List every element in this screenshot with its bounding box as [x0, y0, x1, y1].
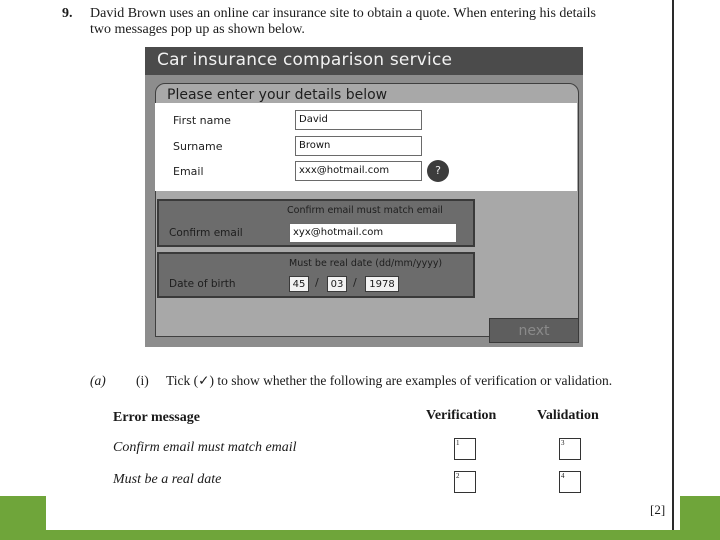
row-2-verification-box[interactable] [454, 471, 476, 493]
question-number: 9. [62, 6, 73, 21]
subpart-number: (i) [136, 373, 149, 388]
box-number: 4 [561, 472, 565, 480]
first-name-label: First name [173, 114, 231, 127]
header-validation: Validation [537, 408, 599, 423]
row-1-verification-box[interactable] [454, 438, 476, 460]
box-number: 1 [456, 439, 460, 447]
green-slide-border-left [0, 496, 46, 530]
row-2-validation-box[interactable] [559, 471, 581, 493]
header-error-message: Error message [113, 410, 200, 425]
page-border-line [672, 0, 674, 530]
dob-month-input[interactable]: 03 [327, 276, 347, 292]
green-slide-border-bottom [0, 530, 720, 540]
row-1-message: Confirm email must match email [113, 440, 297, 455]
part-instruction: Tick (✓) to show whether the following are examples of verification or validation. [166, 373, 613, 388]
dob-day-input[interactable]: 45 [289, 276, 309, 292]
question-text-line-1: David Brown uses an online car insurance site to obtain a quote. When entering his details [90, 6, 596, 21]
email-input[interactable]: xxx@hotmail.com [295, 161, 422, 181]
details-caption: Please enter your details below [167, 87, 388, 103]
first-name-input[interactable]: David [295, 110, 422, 130]
part-letter: (a) [90, 373, 106, 388]
green-slide-border-right [680, 496, 720, 530]
dob-label: Date of birth [169, 278, 236, 290]
surname-label: Surname [173, 140, 223, 153]
dob-year-input[interactable]: 1978 [365, 276, 399, 292]
form-title: Car insurance comparison service [157, 50, 453, 70]
surname-input[interactable]: Brown [295, 136, 422, 156]
form-title-bar [145, 47, 583, 75]
help-button[interactable]: ? [427, 160, 449, 182]
insurance-form-screenshot [145, 47, 583, 347]
dob-separator-2: / [353, 276, 357, 289]
marks-label: [2] [650, 502, 666, 517]
dob-error-box [157, 252, 475, 298]
next-button[interactable]: next [489, 318, 579, 343]
box-number: 2 [456, 472, 460, 480]
row-2-message: Must be a real date [113, 472, 222, 487]
confirm-email-error-message: Confirm email must match email [287, 205, 443, 216]
email-label: Email [173, 165, 204, 178]
dob-error-message: Must be real date (dd/mm/yyyy) [289, 258, 443, 269]
row-1-validation-box[interactable] [559, 438, 581, 460]
header-verification: Verification [426, 408, 497, 423]
confirm-email-input[interactable]: xyx@hotmail.com [289, 223, 457, 243]
confirm-email-label: Confirm email [169, 227, 243, 239]
confirm-email-error-box [157, 199, 475, 247]
box-number: 3 [561, 439, 565, 447]
dob-separator-1: / [315, 276, 319, 289]
question-text-line-2: two messages pop up as shown below. [90, 22, 305, 37]
